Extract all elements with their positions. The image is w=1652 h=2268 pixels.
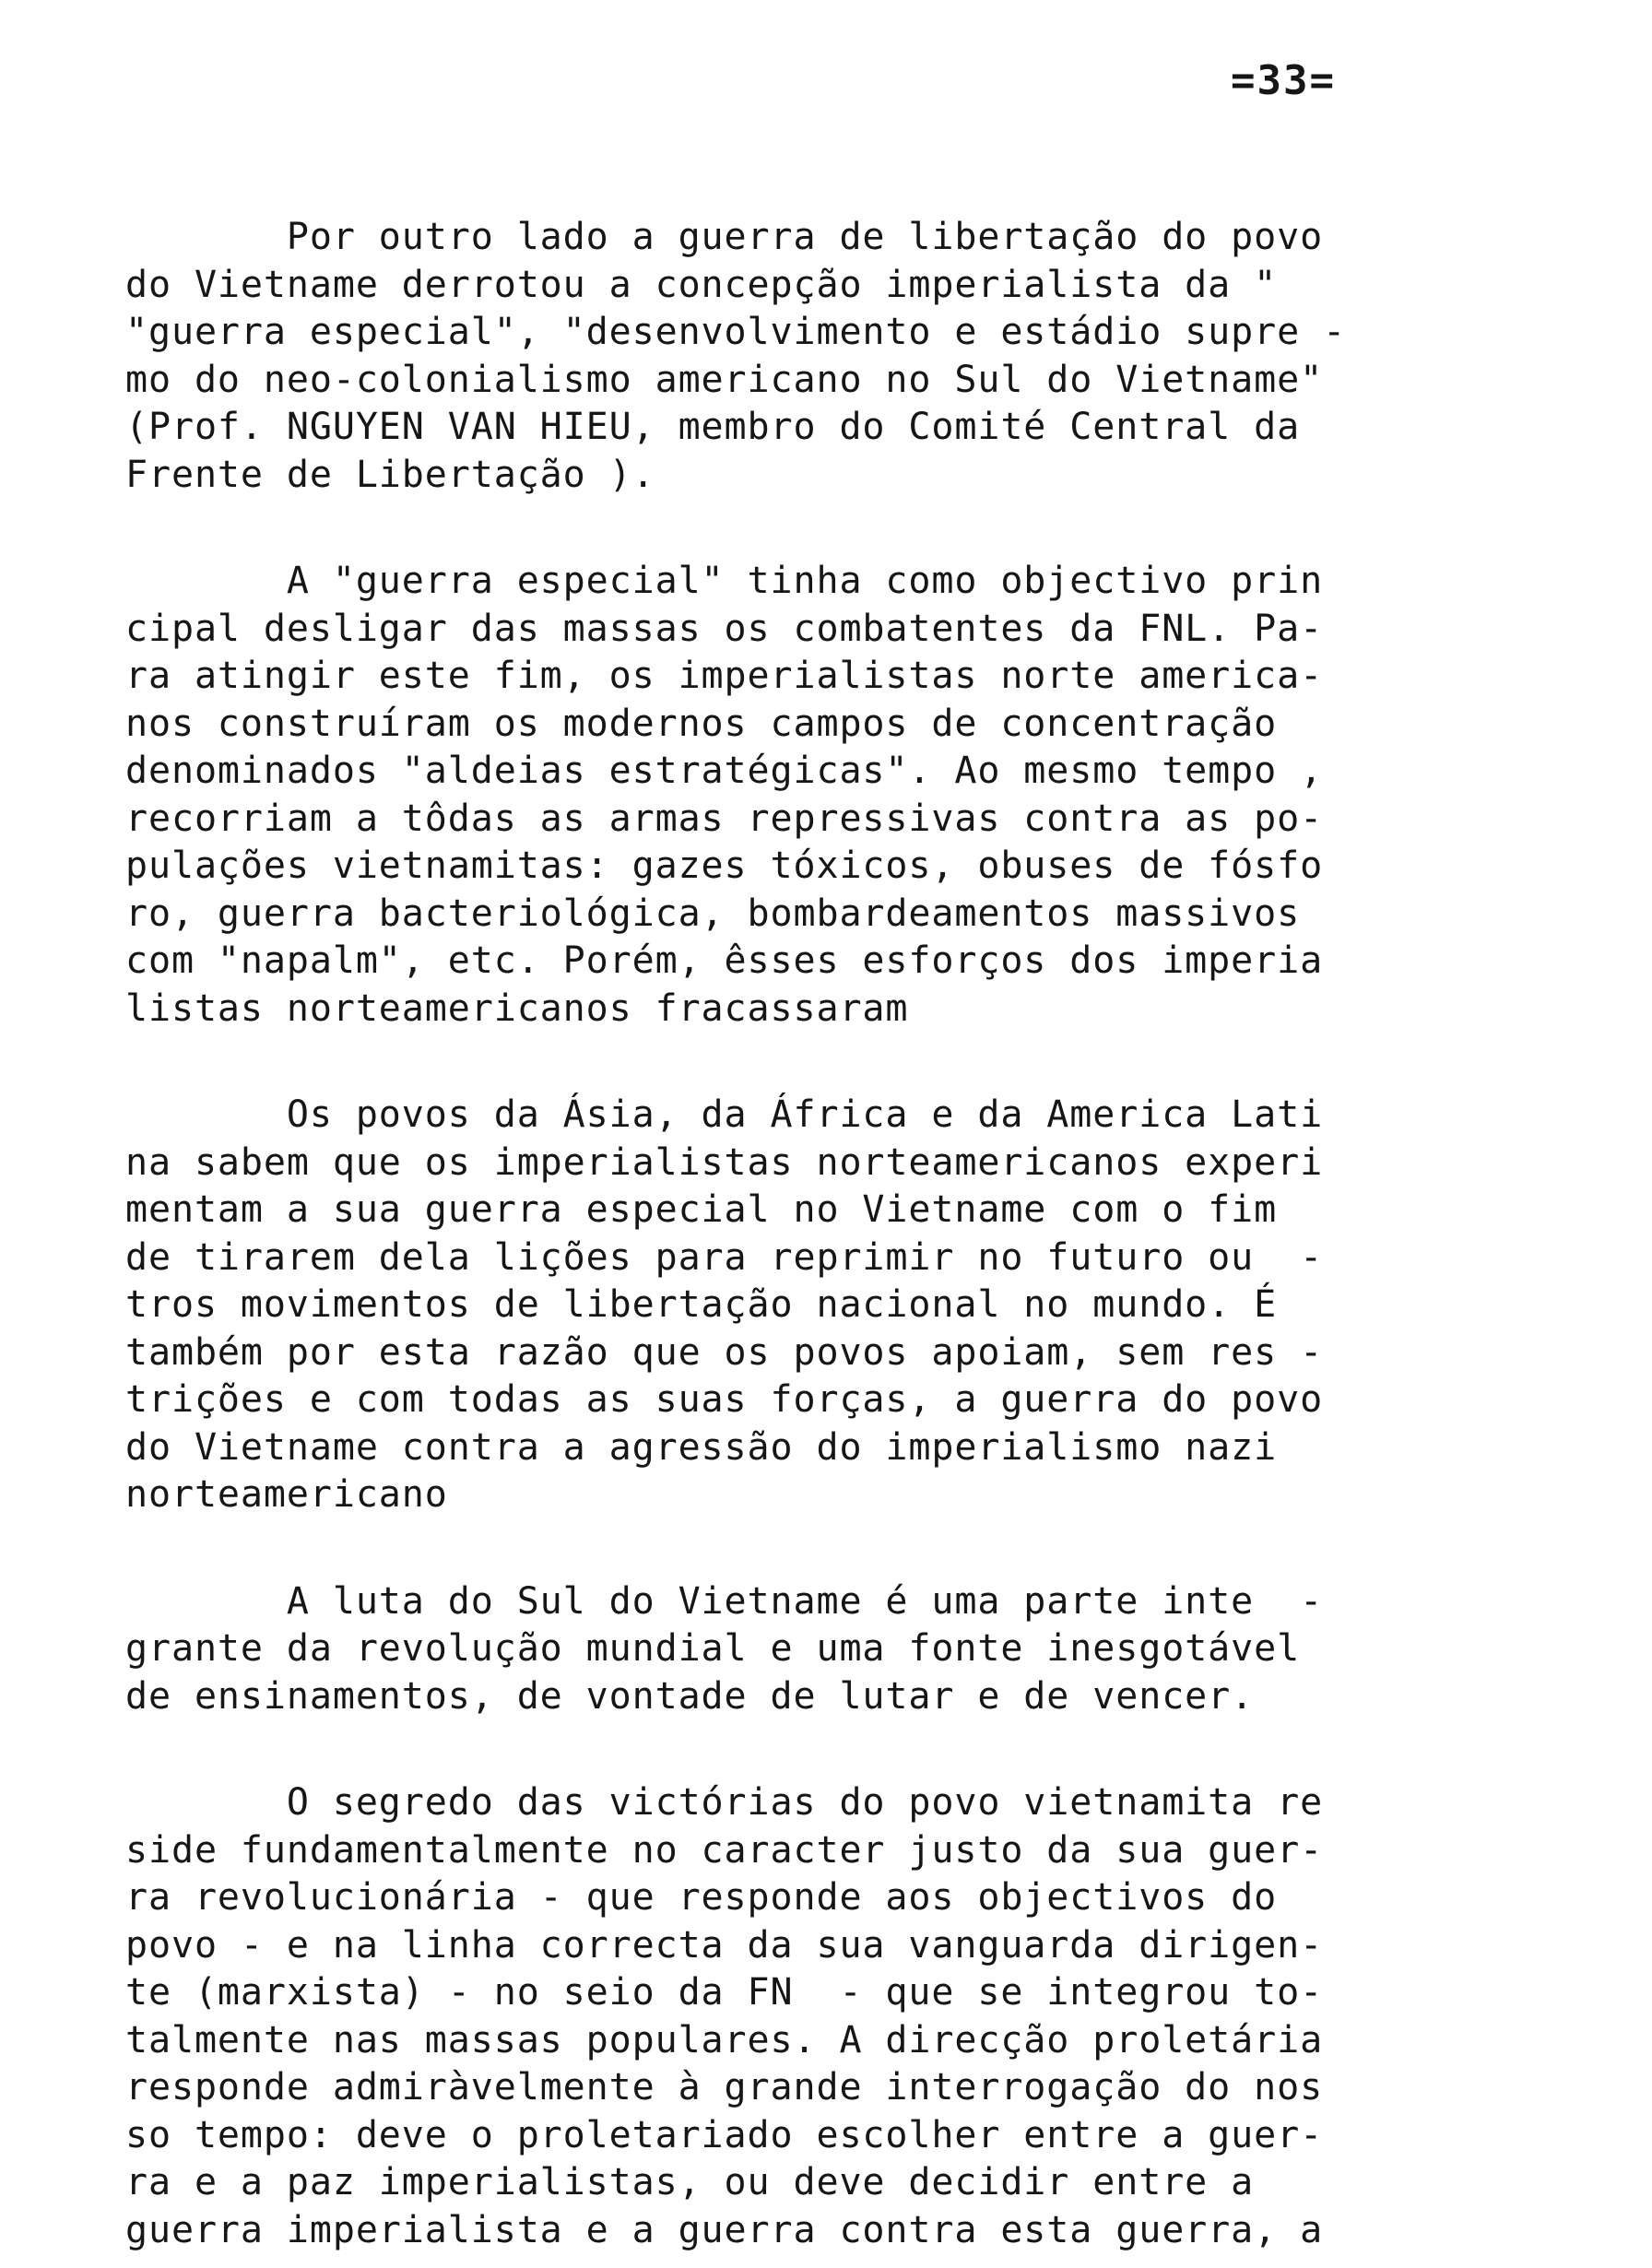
text-line: norteamericano bbox=[125, 1473, 448, 1516]
text-line: (Prof. NGUYEN VAN HIEU, membro do Comité Central da bbox=[125, 406, 1301, 448]
text-line: guerra imperialista e a guerra contra esta guerra, a bbox=[125, 2208, 1324, 2251]
text-line: ro, guerra bacteriológica, bombardeamentos massivos bbox=[125, 892, 1301, 935]
text-line: Por outro lado a guerra de libertação do povo bbox=[125, 216, 1324, 258]
text-line: mentam a sua guerra especial no Vietname com o fim bbox=[125, 1188, 1278, 1231]
text-line: de tirarem dela lições para reprimir no futuro ou - bbox=[125, 1235, 1324, 1279]
text-line: de ensinamentos, de vontade de lutar e de vencer. bbox=[125, 1674, 1255, 1718]
text-line: O segredo das victórias do povo vietnamita re bbox=[125, 1781, 1324, 1824]
paragraph-spacer bbox=[125, 1033, 1453, 1092]
text-line: ra e a paz imperialistas, ou deve decidir entre a bbox=[125, 2161, 1255, 2203]
text-line: side fundamentalmente no caracter justo da sua guer- bbox=[125, 1828, 1324, 1872]
text-line: também por esta razão que os povos apoiam, sem res - bbox=[125, 1330, 1324, 1374]
text-line: na sabem que os imperialistas norteamericanos experi bbox=[125, 1140, 1324, 1184]
text-line: ra revolucionária - que responde aos objectivos do bbox=[125, 1876, 1278, 1919]
page-number: =33= bbox=[1231, 57, 1336, 104]
text-line: A "guerra especial" tinha como objectivo prin bbox=[125, 560, 1324, 602]
text-line: grante da revolução mundial e uma fonte inesgotável bbox=[125, 1627, 1301, 1670]
text-line: Os povos da Ásia, da África e da America Lati bbox=[125, 1093, 1324, 1136]
paragraph-peoples bbox=[125, 1092, 1453, 1519]
text-line: com "napalm", etc. Porém, êsses esforços dos imperia bbox=[125, 939, 1324, 982]
text-line: responde admiràvelmente à grande interrogação do nos bbox=[125, 2066, 1324, 2109]
paragraph-victories bbox=[125, 1779, 1453, 2254]
paragraph-spacer bbox=[125, 1720, 1453, 1779]
text-line: denominados "aldeias estratégicas". Ao mesmo tempo , bbox=[125, 750, 1324, 792]
paragraph-spacer bbox=[125, 1519, 1453, 1578]
text-line: talmente nas massas populares. A direcção proletária bbox=[125, 2018, 1324, 2061]
text-line: mo do neo-colonialismo americano no Sul do Vietname" bbox=[125, 358, 1324, 401]
text-line: ra atingir este fim, os imperialistas norte america- bbox=[125, 655, 1324, 697]
text-line: "guerra especial", "desenvolvimento e estádio supre - bbox=[125, 311, 1347, 353]
text-line: so tempo: deve o proletariado escolher entre a guer- bbox=[125, 2113, 1324, 2156]
text-line: tros movimentos de libertação nacional no mundo. É bbox=[125, 1283, 1278, 1326]
paragraph-liberation-war bbox=[125, 214, 1453, 499]
text-line: A luta do Sul do Vietname é uma parte inte - bbox=[125, 1579, 1324, 1623]
text-line: Frente de Libertação ). bbox=[125, 453, 655, 496]
text-line: do Vietname contra a agressão do imperialismo nazi bbox=[125, 1425, 1278, 1469]
text-line: nos construíram os modernos campos de concentração bbox=[125, 702, 1278, 745]
text-line: povo - e na linha correcta da sua vanguarda dirigen- bbox=[125, 1923, 1324, 1967]
text-line: listas norteamericanos fracassaram bbox=[125, 986, 909, 1030]
paragraph-spacer bbox=[125, 499, 1453, 558]
text-line: pulações vietnamitas: gazes tóxicos, obuses de fósfo bbox=[125, 845, 1324, 887]
text-line: do Vietname derrotou a concepção imperialista da " bbox=[125, 263, 1278, 306]
text-line: trições e com todas as suas forças, a guerra do povo bbox=[125, 1378, 1324, 1421]
text-line: te (marxista) - no seio da FN - que se integrou to- bbox=[125, 1971, 1324, 2014]
text-line: cipal desligar das massas os combatentes da FNL. Pa- bbox=[125, 607, 1324, 650]
body-text bbox=[125, 214, 1453, 2254]
paragraph-struggle bbox=[125, 1578, 1453, 1721]
paragraph-special-war bbox=[125, 558, 1453, 1033]
text-line: recorriam a tôdas as armas repressivas contra as po- bbox=[125, 797, 1324, 840]
